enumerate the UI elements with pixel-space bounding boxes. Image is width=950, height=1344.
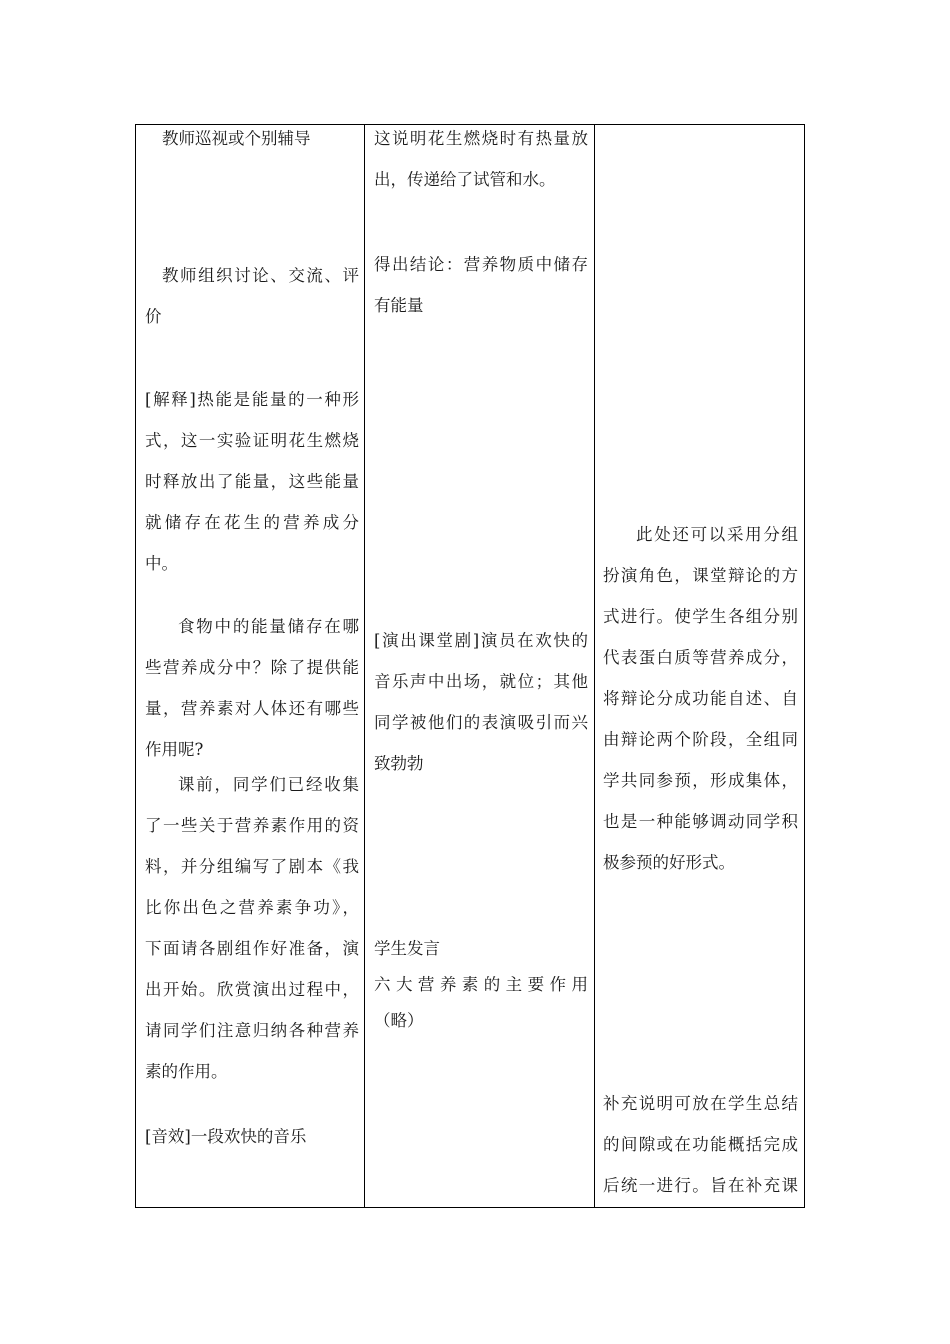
column-divider [594, 125, 595, 1207]
text-line: 的间隙或在功能概括完成 [603, 1135, 798, 1154]
text-line: 音乐声中出场，就位；其他 [374, 672, 588, 691]
text-line: 由辩论两个阶段，全组同 [603, 730, 798, 749]
question-block [145, 606, 359, 770]
teacher-patrol-block [145, 118, 359, 159]
text-line: 致勃勃 [374, 754, 424, 773]
text-line: 这说明花生燃烧时有热量放 [374, 129, 588, 148]
text-line: 此处还可以采用分组 [636, 525, 798, 544]
supplement-note-block [603, 1083, 798, 1206]
text-line: 作用呢? [145, 740, 204, 759]
text-line: 有能量 [374, 296, 424, 315]
design-notes-column [603, 125, 798, 1207]
text-line: 了一些关于营养素作用的资 [145, 816, 359, 835]
text-line: 课前，同学们已经收集 [178, 775, 359, 794]
text-line: 式，这一实验证明花生燃烧 [145, 431, 359, 450]
lesson-plan-table [135, 124, 805, 1208]
text-line: 将辩论分成功能自述、自 [603, 689, 798, 708]
text-line: 后统一进行。旨在补充课 [603, 1176, 798, 1195]
observation-block [374, 118, 588, 200]
text-line: （略） [374, 1011, 424, 1030]
text-line: 些营养成分中？除了提供能 [145, 658, 359, 677]
text-line: 料，并分组编写了剧本《我 [145, 857, 359, 876]
text-line: 出，传递给了试管和水。 [374, 170, 556, 189]
text-line: 价 [145, 307, 162, 326]
text-line: 补充说明可放在学生总结 [603, 1094, 798, 1113]
drama-block [374, 620, 588, 784]
text-line: 得出结论：营养物质中储存 [374, 255, 588, 274]
teacher-activity-column [145, 125, 359, 1207]
text-line: 量，营养素对人体还有哪些 [145, 699, 359, 718]
text-line: 教师巡视或个别辅导 [162, 129, 311, 148]
text-line: [音效]一段欢快的音乐 [145, 1127, 307, 1146]
teacher-discuss-block [145, 255, 359, 337]
explanation-block [145, 379, 359, 584]
text-line: [解释]热能是能量的一种形 [145, 390, 359, 409]
text-line: 也是一种能够调动同学积 [603, 812, 798, 831]
student-activity-column [374, 125, 588, 1207]
text-line: 请同学们注意归纳各种营养 [145, 1021, 359, 1040]
student-speak-block [374, 931, 588, 1039]
text-line: 出开始。欣赏演出过程中， [145, 980, 359, 999]
conclusion-block [374, 244, 588, 326]
text-line: 食物中的能量储存在哪 [178, 617, 359, 636]
prep-block [145, 764, 359, 1092]
text-line: 扮演角色，课堂辩论的方 [603, 566, 798, 585]
text-line: 素的作用。 [145, 1062, 228, 1081]
text-line: 下面请各剧组作好准备，演 [145, 939, 359, 958]
text-line: 极参预的好形式。 [603, 853, 735, 872]
text-line: 六大营养素的主要作用 [374, 975, 588, 994]
sound-effect-block [145, 1116, 359, 1157]
text-line: 教师组织讨论、交流、评 [162, 266, 359, 285]
text-line: 学共同参预，形成集体， [603, 771, 798, 790]
text-line: 式进行。使学生各组分别 [603, 607, 798, 626]
text-line: [演出课堂剧]演员在欢快的 [374, 631, 588, 650]
text-line: 就储存在花生的营养成分 [145, 513, 359, 532]
text-line: 时释放出了能量，这些能量 [145, 472, 359, 491]
text-line: 比你出色之营养素争功》， [145, 898, 359, 917]
text-line: 同学被他们的表演吸引而兴 [374, 713, 588, 732]
column-divider [364, 125, 365, 1207]
text-line: 代表蛋白质等营养成分， [603, 648, 798, 667]
design-note-block [603, 514, 798, 883]
text-line: 中。 [145, 554, 178, 573]
text-line: 学生发言 [374, 939, 440, 958]
